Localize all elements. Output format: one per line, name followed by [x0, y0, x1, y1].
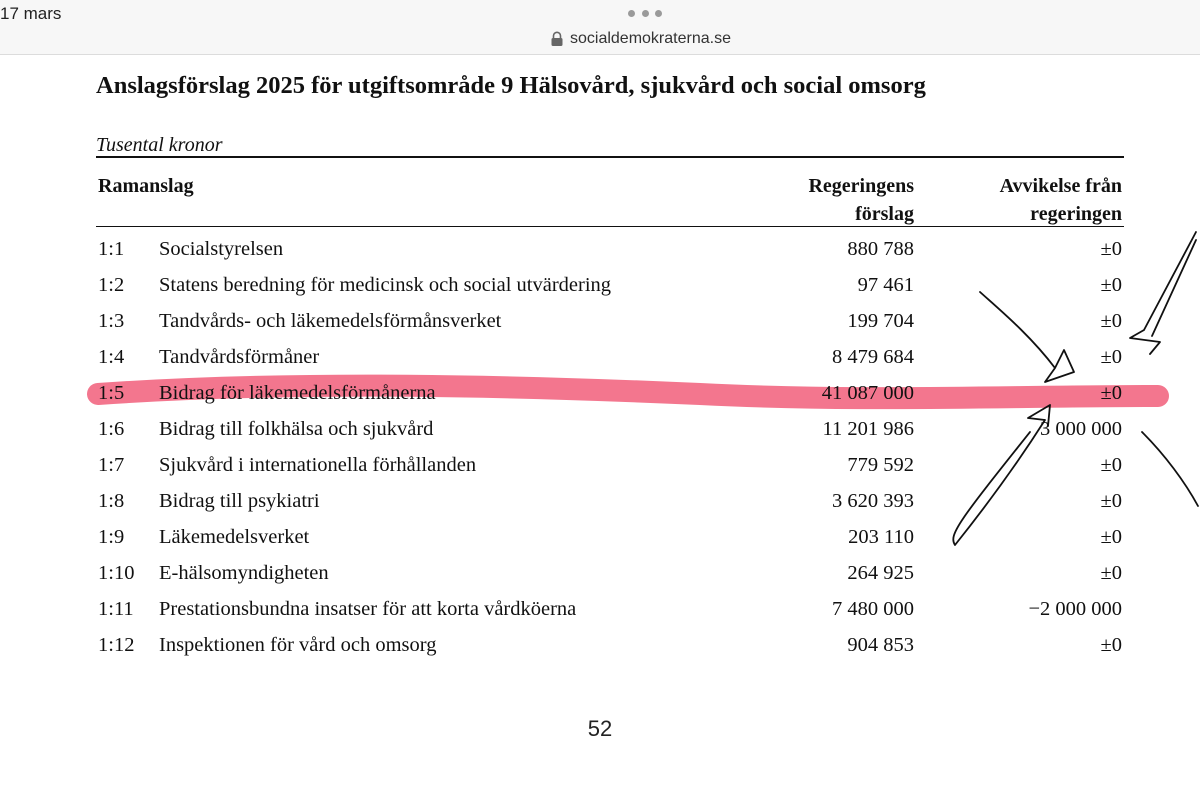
row-regering-value: 11 201 986 — [822, 418, 914, 440]
row-name: Bidrag till folkhälsa och sjukvård — [159, 418, 434, 440]
row-name: Socialstyrelsen — [159, 238, 284, 260]
row-name: Statens beredning för medicinsk och social utvärdering — [159, 274, 612, 296]
row-name: Läkemedelsverket — [159, 526, 310, 548]
appropriations-table — [0, 232, 1200, 664]
header-regeringens-forslag: Regeringens förslag — [808, 175, 914, 225]
row-avvikelse-value: ±0 — [1100, 346, 1122, 368]
header-ramanslag: Ramanslag — [98, 175, 194, 197]
table-row — [0, 232, 1200, 268]
table-header-rule — [96, 226, 1124, 227]
table-row — [0, 628, 1200, 664]
row-number: 1:5 — [98, 382, 125, 404]
row-number: 1:8 — [98, 490, 125, 512]
row-regering-value: 880 788 — [847, 238, 914, 260]
row-name: Bidrag för läkemedelsförmånerna — [159, 382, 436, 404]
row-number: 1:9 — [98, 526, 125, 548]
row-avvikelse-value: ±0 — [1100, 238, 1122, 260]
address-bar[interactable] — [550, 28, 731, 50]
browser-top-bar — [0, 0, 1200, 55]
multitasking-dots-icon[interactable] — [628, 10, 662, 18]
lock-icon — [550, 31, 564, 47]
row-avvikelse-value: −2 000 000 — [1028, 598, 1122, 620]
row-avvikelse-value: ±0 — [1100, 382, 1122, 404]
row-regering-value: 904 853 — [847, 634, 914, 656]
row-name: Inspektionen för vård och omsorg — [159, 634, 437, 656]
row-name: Tandvårdsförmåner — [159, 346, 320, 368]
row-name: Tandvårds- och läkemedelsförmånsverket — [159, 310, 502, 332]
table-row — [0, 448, 1200, 484]
table-row — [0, 268, 1200, 304]
row-name: Prestationsbundna insatser för att korta vårdköerna — [159, 598, 577, 620]
status-date: 17 mars — [0, 4, 62, 23]
table-row — [0, 484, 1200, 520]
row-regering-value: 779 592 — [847, 454, 914, 476]
unit-caption: Tusental kronor — [96, 134, 223, 156]
row-number: 1:4 — [98, 346, 125, 368]
row-name: Sjukvård i internationella förhållanden — [159, 454, 477, 476]
row-name: E-hälsomyndigheten — [159, 562, 329, 584]
row-number: 1:7 — [98, 454, 125, 476]
row-number: 1:2 — [98, 274, 125, 296]
row-avvikelse-value: ±0 — [1100, 526, 1122, 548]
row-number: 1:12 — [98, 634, 135, 656]
row-avvikelse-value: ±0 — [1100, 562, 1122, 584]
row-regering-value: 97 461 — [857, 274, 914, 296]
row-number: 1:11 — [98, 598, 134, 620]
table-top-rule — [96, 156, 1124, 158]
table-row-highlighted — [0, 376, 1200, 412]
row-regering-value: 264 925 — [847, 562, 914, 584]
table-row — [0, 412, 1200, 448]
table-row — [0, 304, 1200, 340]
header-avvikelse: Avvikelse från regeringen — [999, 175, 1122, 225]
row-number: 1:10 — [98, 562, 135, 584]
row-avvikelse-value: ±0 — [1100, 634, 1122, 656]
table-row — [0, 520, 1200, 556]
row-regering-value: 203 110 — [848, 526, 914, 548]
row-regering-value: 199 704 — [847, 310, 914, 332]
document-title: Anslagsförslag 2025 för utgiftsområde 9 Hälsovård, sjukvård och social omsorg — [96, 72, 926, 99]
row-name: Bidrag till psykiatri — [159, 490, 320, 512]
row-regering-value: 8 479 684 — [832, 346, 914, 368]
row-avvikelse-value: ±0 — [1100, 490, 1122, 512]
row-avvikelse-value: ±0 — [1100, 454, 1122, 476]
row-number: 1:1 — [98, 238, 125, 260]
row-avvikelse-value: ±0 — [1100, 310, 1122, 332]
url-text: socialdemokraterna.se — [570, 30, 731, 47]
row-avvikelse-value: 3 000 000 — [1040, 418, 1122, 440]
table-row — [0, 592, 1200, 628]
row-number: 1:3 — [98, 310, 125, 332]
table-row — [0, 340, 1200, 376]
row-regering-value: 7 480 000 — [832, 598, 914, 620]
row-regering-value: 41 087 000 — [821, 382, 914, 404]
row-avvikelse-value: ±0 — [1100, 274, 1122, 296]
page-number: 52 — [587, 716, 613, 741]
row-regering-value: 3 620 393 — [832, 490, 914, 512]
table-row — [0, 556, 1200, 592]
row-number: 1:6 — [98, 418, 125, 440]
